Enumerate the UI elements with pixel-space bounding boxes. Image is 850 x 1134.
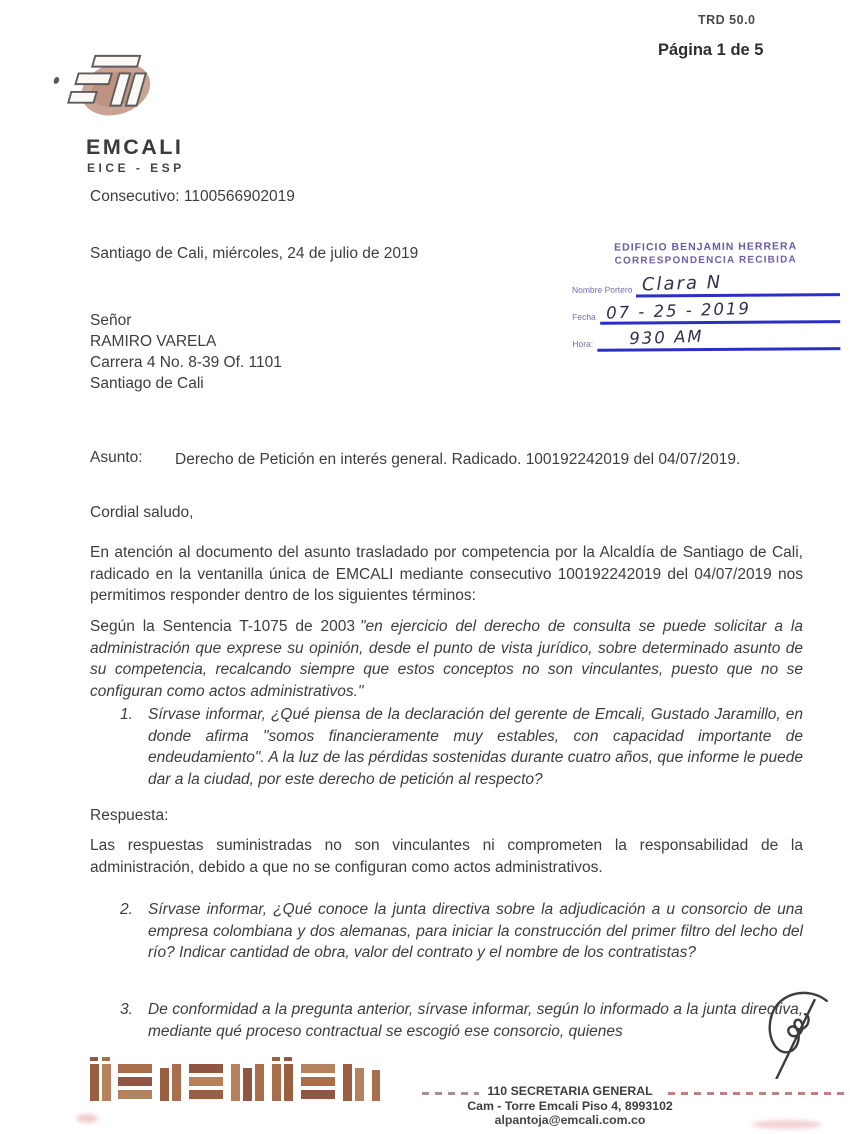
emcali-footer-wordmark-icon	[88, 1056, 403, 1108]
stamp-building: EDIFICIO BENJAMIN HERRERA	[614, 240, 798, 254]
stamp-date-handwriting: 07 - 25 - 2019	[605, 298, 751, 323]
stamp-date-row	[572, 300, 840, 325]
question-text: Sírvase informar, ¿Qué conoce la junta directiva sobre la adjudicación a u consorcio de una empresa colombiana y dos alemanas, para iniciar la construcción del primer filtro del lecho del río? Indicar cantidad de obra, valor del contrato y el nombre de los contratistas?	[148, 901, 803, 961]
scan-smudge	[76, 1114, 98, 1123]
recipient-address: Carrera 4 No. 8-39 Of. 1101	[90, 354, 282, 371]
respuesta-label: Respuesta:	[90, 807, 169, 824]
logo-subtitle: EICE - ESP	[87, 161, 185, 175]
stamp-name-handwriting: Clara N	[642, 271, 723, 296]
handwritten-signature-scribble	[748, 984, 848, 1084]
stamp-time-row	[572, 327, 840, 352]
subject-label: Asunto:	[90, 449, 143, 466]
respuesta-paragraph: Las respuestas suministradas no son vinculantes ni comprometen la responsabilidad de la administración, debido a que no se configuran como actos administrativos.	[90, 837, 803, 876]
consecutivo-line: Consecutivo: 1100566902019	[90, 188, 295, 205]
stamp-name-underline	[636, 272, 840, 297]
sentencia-quote: "en ejercicio del derecho de consulta se puede solicitar a la administración que exprese su opinión, desde el punto de vista jurídico, sobre determinado asunto de su competencia, recalcando siempre que estos conceptos no son vinculantes, puesto que no se configuran como actos administrativos."	[90, 618, 803, 700]
greeting-line: Cordial saludo,	[90, 504, 194, 521]
stamp-received-label: CORRESPONDENCIA RECIBIDA	[614, 254, 797, 267]
date-line: Santiago de Cali, miércoles, 24 de julio de 2019	[90, 245, 419, 262]
logo-title: EMCALI	[86, 135, 184, 159]
question-item-1	[90, 704, 803, 790]
footer-address: Cam - Torre Emcali Piso 4, 8993102	[467, 1098, 673, 1113]
sentencia-intro: Según la Sentencia T-1075 de 2003	[90, 618, 356, 635]
trd-code: TRD 50.0	[698, 13, 756, 27]
stamp-time-underline	[597, 327, 840, 352]
footer-contact-block	[420, 1084, 720, 1128]
intro-paragraph: En atención al documento del asunto trasladado por competencia por la Alcaldía de Santiago de Cali, radicado en la ventanilla única de EMCALI mediante consecutivo 100192242019 del 04/07/2019 nos permitimos responder dentro de los siguientes términos:	[90, 544, 803, 604]
stamp-date-label: Fecha	[572, 311, 596, 322]
stamp-name-label: Nombre Portero	[571, 284, 633, 295]
footer-dept: 110 SECRETARIA GENERAL	[487, 1084, 653, 1098]
question-number: 3.	[120, 1001, 133, 1018]
recipient-salutation: Señor	[90, 312, 132, 329]
sentencia-paragraph	[90, 616, 803, 702]
question-number: 2.	[120, 901, 133, 918]
question-item-3	[90, 999, 803, 1042]
page-number: Página 1 de 5	[658, 41, 764, 59]
question-number: 1.	[120, 706, 133, 723]
recipient-city: Santiago de Cali	[90, 375, 204, 392]
emcali-em-monogram-icon	[60, 52, 164, 128]
scan-smudge	[752, 1120, 822, 1129]
question-text: De conformidad a la pregunta anterior, sírvase informar, según lo informado a la junta directiva, mediante qué proceso contractual se escogió ese consorcio, quienes	[148, 1001, 803, 1040]
stamp-name-row	[572, 272, 840, 298]
recipient-name: RAMIRO VARELA	[90, 333, 217, 350]
question-item-2	[90, 899, 803, 964]
stamp-date-underline	[600, 300, 841, 325]
stamp-time-label: Hora:	[572, 338, 594, 349]
question-text: Sírvase informar, ¿Qué piensa de la declaración del gerente de Emcali, Gustado Jaramillo, en donde afirma "somos financieramente muy estables, con capacidad importante de endeudamiento". A la luz de las pérdidas sostenidas durante cuatro años, que informe le puede dar a la ciudad, por este derecho de petición al respecto?	[148, 706, 803, 788]
stamp-time-handwriting: 930 AM	[628, 326, 704, 349]
footer-email: alpantoja@emcali.com.co	[494, 1113, 646, 1127]
subject-text: Derecho de Petición en interés general. Radicado. 100192242019 del 04/07/2019.	[175, 451, 741, 468]
received-stamp	[572, 240, 841, 352]
scan-artifact-dot	[53, 76, 60, 84]
recipient-block	[90, 310, 282, 394]
emcali-logo	[60, 52, 240, 175]
